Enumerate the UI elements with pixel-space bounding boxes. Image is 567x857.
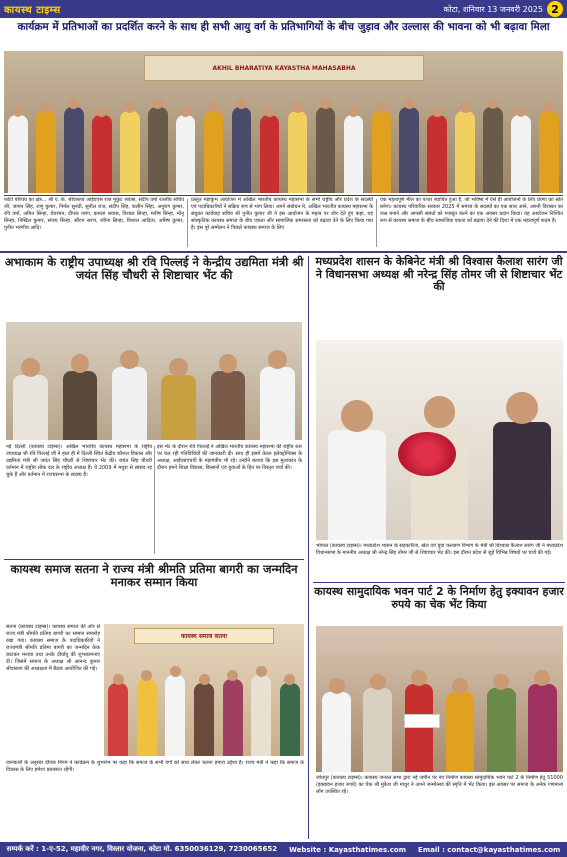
- story4-col1: सतना (कायस्थ टाइम्स)। कायस्थ समाज की ओर से राज्य मंत्री श्रीमति प्रतिमा बागरी का सम्मान समारोह रखा गया। कायस्थ समाज के पदाधिकारियों ने राज्यमंत्री श्रीमति प्रतिमा बागरी का जन्मदिन केक काटकर मनाया तथा उनके दीर्घायु की शुभकामनाएं दी। जिसमें समाज के अध्यक्ष श्री आनन्द कुमार श्रीवास्तव की अध्यक्षता में बैठक आयोजित की गई।: [6, 624, 100, 672]
- person-figure: [223, 679, 243, 756]
- person-head: [341, 400, 373, 432]
- person-head: [424, 396, 456, 428]
- footer: [0, 842, 567, 857]
- person-head: [208, 102, 219, 113]
- story2-headline: अभाकाम के राष्ट्रीय उपाध्यक्ष श्री रवि पिल्लई ने केन्द्रीय उद्यमिता मंत्री श्री जयंत सिंह चौधरी से शिष्टाचार भेंट की: [4, 255, 304, 283]
- person-figure: [8, 115, 28, 193]
- person-figure: [211, 371, 246, 440]
- person-head: [96, 106, 107, 117]
- page-number: 2: [547, 1, 563, 17]
- section-divider: [313, 582, 565, 583]
- footer-contact: सम्पर्क करें : 1-ए-52, महावीर नगर, विस्तार योजना, कोटा मो. 6350036129, 7230065652: [6, 845, 278, 853]
- person-head: [452, 678, 468, 694]
- person-head: [348, 106, 359, 117]
- person-figure: [232, 107, 252, 193]
- person-figure: [316, 107, 336, 193]
- person-figure: [288, 111, 308, 193]
- person-figure: [64, 107, 84, 193]
- person-figure: [528, 684, 557, 772]
- person-figure: [363, 688, 392, 772]
- person-figure: [455, 111, 475, 193]
- person-figure: [161, 375, 196, 440]
- story4-col2: जानकारी के अनुसार दीपक निगम ने कार्यक्रम के शुभारंभ पर कहा कि समाज के सभी वर्गों को साथ लेकर चलना हमारा उद्देश्य है। राज्य मंत्री ने कहा कि समाज के विकास के लिए हमेशा प्रयासरत रहेंगी।: [6, 760, 304, 773]
- story3-headline: मध्यप्रदेश शासन के केबिनेट मंत्री श्री विश्वास कैलाश सारंग जी ने विधानसभा अध्यक्ष श्री नरेन्द्र सिंह तोमर जी से शिष्टाचार भेंट की: [315, 255, 563, 294]
- story2-col2: इस भेंट के दौरान रवि पिल्लई ने अखिल भारतीय कायस्थ महासभा की राष्ट्रीय स्तर पर चल रही गतिविधियों की जानकारी दी। साथ ही इसमें केरल इलेक्ट्रोनिक्स के अध्यक्ष, आईएसएचपी के महामंत्रीय भी रहे। उन्होंने बताया कि इस मुलाकात के दौरान हमने शिक्षा विकास, किसानों एवं युवाओं के हित पर विस्तृत चर्चा की।: [157, 444, 302, 471]
- story4-photo-banner: कायस्थ समाज सतना: [134, 628, 274, 644]
- person-head: [493, 674, 509, 690]
- section-divider: [0, 251, 567, 253]
- column-rule: [376, 199, 377, 247]
- story4-headline: कायस्थ समाज सतना ने राज्य मंत्री श्रीमति प्रतिमा बागरी का जन्मदिन मनाकर सम्मान किया: [10, 562, 298, 590]
- section-divider: [4, 559, 304, 560]
- person-figure: [108, 683, 128, 756]
- person-head: [404, 98, 415, 109]
- masthead: [0, 0, 567, 18]
- divider: [4, 195, 563, 196]
- story1-col3: एक महत्वपूर्ण मील का पत्थर स्थापित हुआ है, जो भविष्य में ऐसे ही आयोजनों के लिए प्रेरणा का स्रोत बनेगा। कायस्थ परिवारिक सरकार 2025 में समाज के सदस्यों का एक साथ आने, अपनी विरासत का जश्न मनाने और आपसी संबंधों को मजबूत करने का एक अवसर प्रदान किया। यह आयोजन निश्चित रूप से कायस्थ समाज के बीच सामाजिक एकता को बढ़ावा देने की दिशा में एक महत्वपूर्ण कदम है।: [380, 197, 563, 224]
- person-figure: [483, 107, 503, 193]
- person-figure: [487, 688, 516, 772]
- person-head: [13, 106, 24, 117]
- person-head: [432, 106, 443, 117]
- person-figure: [372, 111, 392, 193]
- person-head: [256, 666, 267, 677]
- person-figure: [148, 107, 168, 193]
- person-figure: [260, 367, 295, 440]
- cheque: [404, 714, 440, 728]
- vertical-divider: [308, 256, 309, 839]
- person-figure: [260, 115, 280, 193]
- story3-photo: [316, 340, 563, 540]
- person-head: [292, 102, 303, 113]
- person-head: [460, 102, 471, 113]
- person-figure: [399, 107, 419, 193]
- person-head: [376, 102, 387, 113]
- story5-photo: [316, 626, 563, 772]
- story1-headline: कार्यक्रम में प्रतिभाओं का प्रदर्शित करने के साथ ही सभी आयु वर्ग के प्रतिभागियों के बीच जुड़ाव और उल्लास की भावना को भी बढ़ावा मिला: [17, 21, 550, 33]
- person-head: [506, 392, 538, 424]
- story5-headline: कायस्थ सामुदायिक भवन पार्ट 2 के निर्माण हेतु इक्यावन हजार रुपये का चेक भेंट किया: [314, 585, 564, 611]
- person-figure: [13, 375, 48, 440]
- person-head: [320, 98, 331, 109]
- footer-email[interactable]: Email : contact@kayasthatimes.com: [418, 845, 561, 854]
- person-head: [264, 106, 275, 117]
- person-head: [544, 102, 555, 113]
- person-head: [268, 350, 287, 369]
- person-figure: [251, 675, 271, 756]
- person-figure: [511, 115, 531, 193]
- masthead-brand: कायस्थ टाइम्स: [4, 5, 61, 16]
- person-head: [199, 674, 210, 685]
- person-figure: [328, 430, 386, 540]
- story1-photo: [4, 51, 563, 193]
- person-figure: [63, 371, 98, 440]
- person-head: [370, 674, 386, 690]
- story4-photo: [104, 624, 304, 756]
- story3-caption: भोपाल (कायस्थ टाइम्स)। मध्यप्रदेश शासन के सहकारिता, खेल एवं युवा कल्याण विभाग के मंत्री श्री विश्वास कैलाश सारंग जी ने मध्यप्रदेश विधानसभा के माननीय अध्यक्ष श्री नरेन्द्र सिंह तोमर जी से शिष्टाचार भेंट की। इस दौरान प्रदेश से जुड़े विभिन्न विषयों पर चर्चा की गई।: [316, 543, 563, 556]
- person-head: [152, 98, 163, 109]
- person-head: [411, 670, 427, 686]
- person-figure: [137, 679, 157, 756]
- person-figure: [322, 692, 351, 772]
- column-rule: [187, 199, 188, 247]
- story1-photo-banner: AKHIL BHARATIYA KAYASTHA MAHASABHA: [144, 55, 424, 81]
- story2-photo: [6, 322, 302, 440]
- person-figure: [204, 111, 224, 193]
- person-figure: [176, 115, 196, 193]
- person-head: [41, 102, 52, 113]
- person-figure: [112, 367, 147, 440]
- story5-caption: जोधपुर (कायस्थ टाइम्स)। कायस्थ जनरल सभा द्वारा नई जमीन पर नव निर्माण कायस्थ सामुदायिक भवन पार्ट 2 के निर्माण हेतु 51000 (इक्यावन हजार रुपये) का चेक श्री मुकेश जी माथुर ने अपने जन्मोत्सव की स्मृति में भेंट किया। इस अवसर पर समाज के अनेक गणमान्य लोग उपस्थित रहे।: [316, 775, 563, 795]
- person-figure: [92, 115, 112, 193]
- footer-website[interactable]: Website : Kayasthatimes.com: [289, 845, 407, 854]
- person-head: [236, 98, 247, 109]
- person-figure: [446, 692, 475, 772]
- masthead-date: कोटा, शनिवार 13 जनवरी 2025: [443, 4, 543, 14]
- person-figure: [427, 115, 447, 193]
- person-figure: [36, 111, 56, 193]
- person-figure: [120, 111, 140, 193]
- person-figure: [493, 422, 551, 540]
- person-figure: [344, 115, 364, 193]
- person-head: [329, 678, 345, 694]
- story1-col1: फोटो परिचय का क्षेत्र... श्री ए. के. श्रीवास्तव आईएएस राज मुकुट श्रवास, संदीप वर्मा रतलीय सचिव जी, जामन सिंह, राणु कुमार, निर्मल सुनंदी, सुनील राज, संदीप सिंह, कलीन सिंहा, अनुराग कुमार, रवि वर्मा, अमित सिन्हा, चेयरमन, दीपक नारंग, कमला श्रवास, विशाल सिन्हा, मनीष सिन्हा, मोनू सिन्हा, निखिल कुमार, संजय सिन्हा, सौरभ सरण, रवीना सिन्हा, विशाल आदित्य, अमिष कुमार, पुनीत भरणीय आदि।: [4, 197, 184, 231]
- story2-col1: नई दिल्ली (कायस्थ टाइम्स)। अखिल भारतीय कायस्थ महासभा के राष्ट्रीय उपाध्यक्ष श्री रवि पिल्लई जी ने हाल ही में दिल्ली स्थित केंद्रीय कौशल विकास और उद्यमिता मंत्री श्री जयंत सिंह चौधरी से शिष्टाचार भेंट की। जयंत सिंह चौधरी वर्तमान में राष्ट्रीय लोक दल के राष्ट्रीय अध्यक्ष हैं। वे 2009 में मथुरा से सांसद रह चुके हैं और वर्तमान में राज्यसभा के सदस्य हैं।: [6, 444, 152, 478]
- person-figure: [194, 683, 214, 756]
- flower-bouquet: [398, 432, 456, 476]
- person-figure: [165, 675, 185, 756]
- person-head: [180, 106, 191, 117]
- person-head: [534, 670, 550, 686]
- person-figure: [280, 683, 300, 756]
- column-rule: [154, 446, 155, 554]
- person-head: [124, 102, 135, 113]
- person-figure: [539, 111, 559, 193]
- person-head: [120, 350, 139, 369]
- story1-col2: प्रस्तुत महाकुंभ आयोजन में अखिल भारतीय कायस्थ महासभा के सभी राष्ट्रीय और प्रदेश के सदस्यों एवं पदाधिकारियों ने सक्रिय रूप से भाग लिया। अपने संबोधन में, अखिल भारतीय कायस्थ महासभा के संयुक्त कार्यवाह सचिव श्री पुनीत कुमार जी ने इस आयोजन के महत्व पर जोर देते हुए कहा, यह सांस्कृतिक कायस्थ समाज के बीच एकता और सामाजिक समरसता को बढ़ावा देने के लिए किया गया है। इस पूरे सम्मेलन ने पिछले कायस्थ समाज के लिए: [191, 197, 373, 231]
